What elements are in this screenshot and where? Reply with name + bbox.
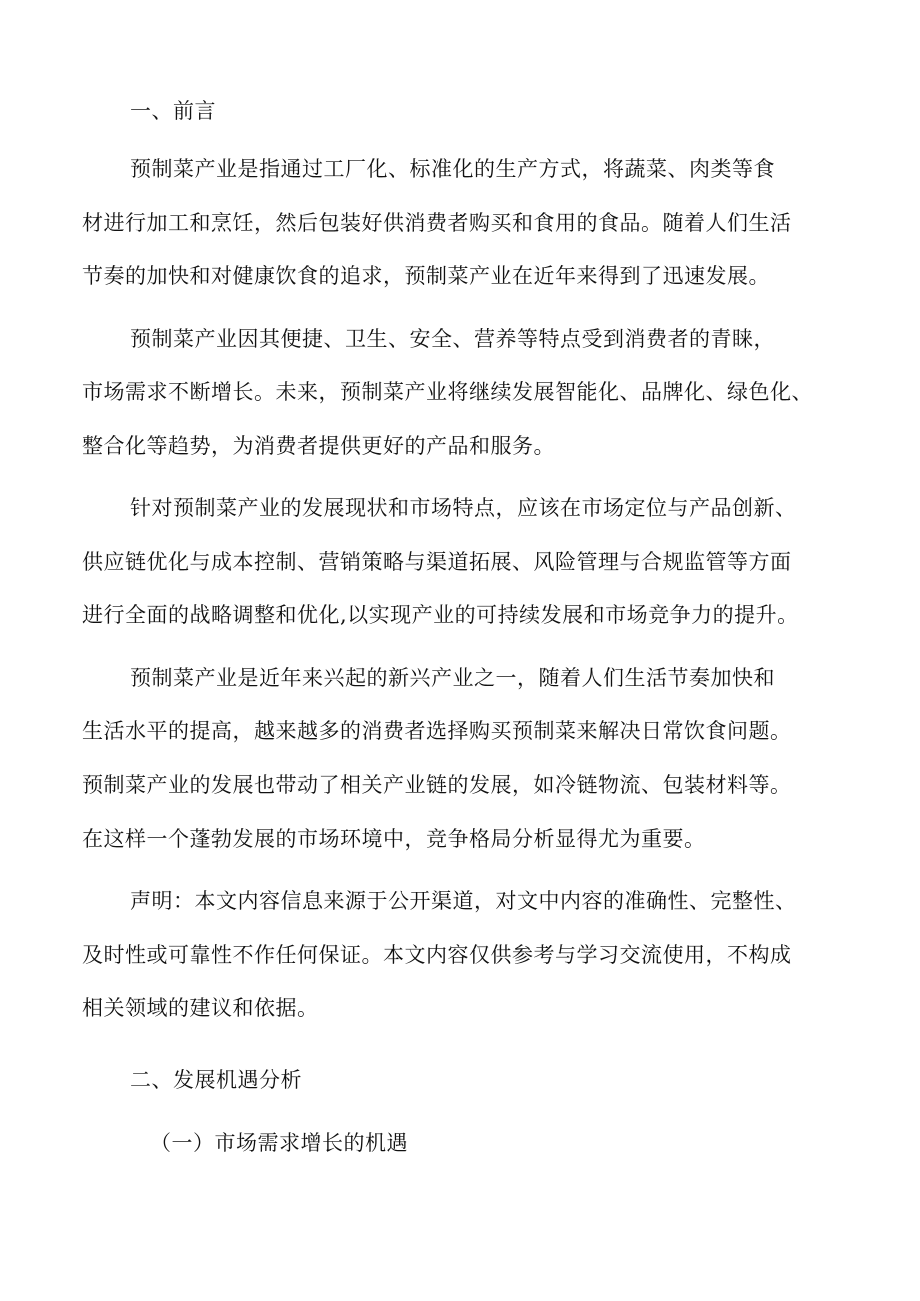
section-heading-preface: 一、前言 — [130, 99, 216, 123]
paragraph-line: 整合化等趋势，为消费者提供更好的产品和服务。 — [82, 434, 555, 458]
paragraph-line: 生活水平的提高，越来越多的消费者选择购买预制菜来解决日常饮食问题。 — [82, 719, 792, 743]
paragraph-line: 进行全面的战略调整和优化,以实现产业的可持续发展和市场竞争力的提升。 — [82, 603, 799, 627]
paragraph-line: 预制菜产业因其便捷、卫生、安全、营养等特点受到消费者的青睐， — [130, 327, 775, 351]
paragraph-line: 材进行加工和烹饪，然后包装好供消费者购买和食用的食品。随着人们生活 — [82, 211, 792, 235]
paragraph-line: 针对预制菜产业的发展现状和市场特点，应该在市场定位与产品创新、 — [130, 496, 797, 520]
section-heading-opportunities: 二、发展机遇分析 — [130, 1068, 302, 1092]
paragraph-line: 节奏的加快和对健康饮食的追求，预制菜产业在近年来得到了迅速发展。 — [82, 264, 770, 288]
paragraph-line: 及时性或可靠性不作任何保证。本文内容仅供参考与学习交流使用，不构成 — [82, 943, 792, 967]
subsection-heading-market-demand: （一）市场需求增长的机遇 — [150, 1131, 408, 1155]
paragraph-line: 市场需求不断增长。未来，预制菜产业将继续发展智能化、品牌化、绿色化、 — [82, 380, 813, 404]
paragraph-line: 预制菜产业是近年来兴起的新兴产业之一，随着人们生活节奏加快和 — [130, 666, 775, 690]
paragraph-line: 在这样一个蓬勃发展的市场环境中，竞争格局分析显得尤为重要。 — [82, 827, 706, 851]
paragraph-line: 预制菜产业是指通过工厂化、标准化的生产方式，将蔬菜、肉类等食 — [130, 157, 775, 181]
paragraph-line: 声明：本文内容信息来源于公开渠道，对文中内容的准确性、完整性、 — [130, 889, 797, 913]
paragraph-line: 预制菜产业的发展也带动了相关产业链的发展，如冷链物流、包装材料等。 — [82, 773, 792, 797]
paragraph-line: 相关领域的建议和依据。 — [82, 996, 319, 1020]
paragraph-line: 供应链优化与成本控制、营销策略与渠道拓展、风险管理与合规监管等方面 — [82, 550, 792, 574]
